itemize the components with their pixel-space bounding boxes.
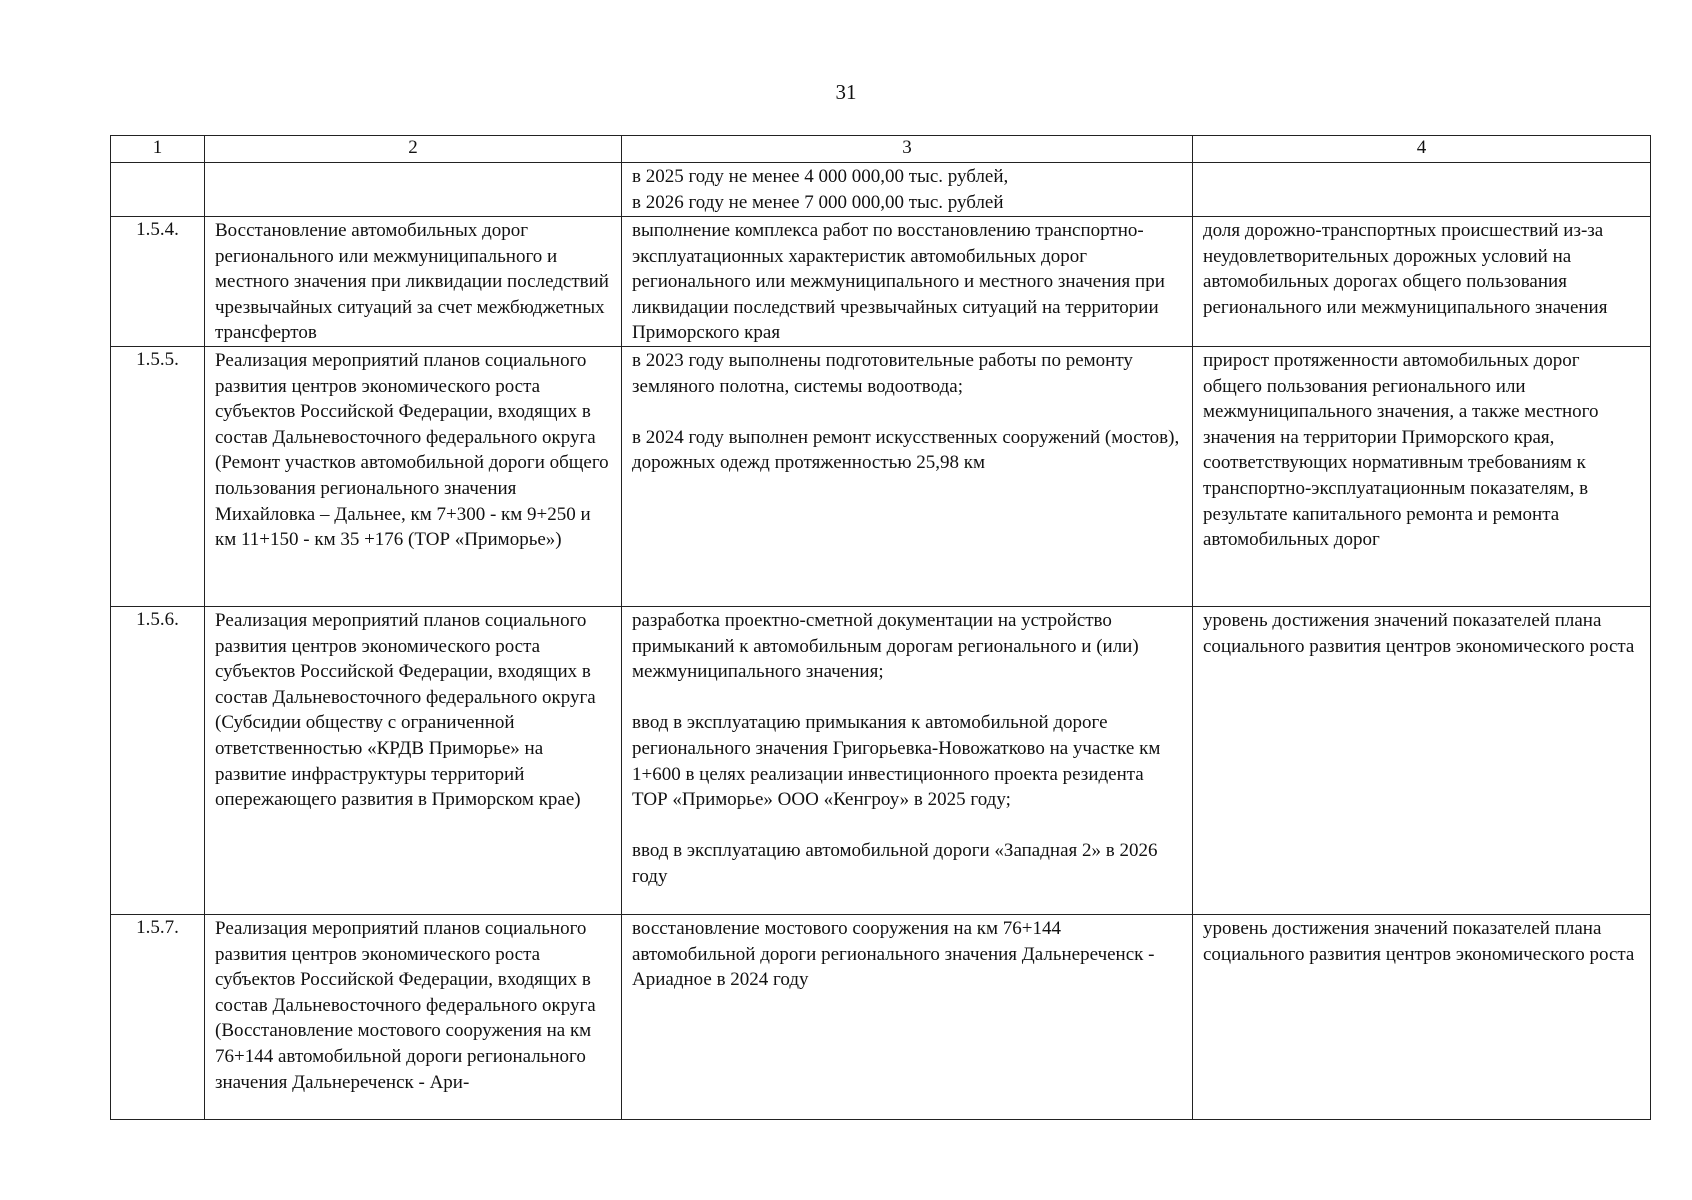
row-number: 1.5.7. [111, 915, 205, 1120]
row-activities [622, 607, 1193, 915]
row-name: Реализация мероприятий планов социального развития центров экономического роста субъектов Российской Федерации, входящих в состав Дальневосточного федерального округа (Субсидии обществу с ограниченной ответственностью «КРДВ Приморье» на развитие инфраструктуры территорий опережающего развития в Приморском крае) [205, 607, 622, 915]
row-number [111, 163, 205, 217]
row-activities [622, 347, 1193, 607]
row-name: Реализация мероприятий планов социального развития центров экономического роста субъектов Российской Федерации, входящих в состав Дальневосточного федерального округа (Ремонт участков автомобильной дороги общего пользования регионального значения Михайловка – Дальнее, км 7+300 - км 9+250 и км 11+150 - км 35 +176 (ТОР «Приморье») [205, 347, 622, 607]
activity-text: в 2025 году не менее 4 000 000,00 тыс. рублей, [632, 166, 1009, 187]
row-activities [622, 915, 1193, 1120]
table-row [111, 915, 1651, 1120]
table-header-row [111, 136, 1651, 163]
table-row [111, 347, 1651, 607]
activity-text: ввод в эксплуатацию примыкания к автомобильной дороге регионального значения Григорьевка-Новожатково на участке км 1+600 в целях реализации инвестиционного проекта резидента ТОР «Приморье» ООО «Кенгроу» в 2025 году; [632, 712, 1161, 811]
row-indicator: уровень достижения значений показателей плана социального развития центров экономического роста [1193, 915, 1651, 1120]
activity-text: ввод в эксплуатацию автомобильной дороги «Западная 2» в 2026 году [632, 840, 1158, 887]
row-activities [622, 163, 1193, 217]
activity-text: в 2023 году выполнены подготовительные работы по ремонту земляного полотна, системы водоотвода; [632, 350, 1133, 397]
table-row [111, 163, 1651, 217]
row-activities [622, 217, 1193, 347]
row-name: Восстановление автомобильных дорог регионального или межмуниципального и местного значения при ликвидации последствий чрезвычайных ситуаций за счет межбюджетных трансфертов [205, 217, 622, 347]
activity-text: восстановление мостового сооружения на км 76+144 автомобильной дороги регионального значения Дальнереченск - Ариадное в 2024 году [632, 918, 1155, 991]
table-row [111, 217, 1651, 347]
document-table [110, 135, 1651, 1120]
row-number: 1.5.4. [111, 217, 205, 347]
row-indicator: доля дорожно-транспортных происшествий из-за неудовлетворительных дорожных условий на автомобильных дорогах общего пользования регионального или межмуниципального значения [1193, 217, 1651, 347]
column-header: 1 [111, 136, 205, 163]
page-number: 31 [835, 80, 857, 104]
column-header: 2 [205, 136, 622, 163]
row-number: 1.5.5. [111, 347, 205, 607]
activity-text: в 2024 году выполнен ремонт искусственных сооружений (мостов), дорожных одежд протяженностью 25,98 км [632, 426, 1180, 474]
activity-text: в 2026 году не менее 7 000 000,00 тыс. рублей [632, 191, 1004, 213]
row-indicator: уровень достижения значений показателей плана социального развития центров экономического роста [1193, 607, 1651, 915]
activity-text: выполнение комплекса работ по восстановлению транспортно-эксплуатационных характеристик автомобильных дорог регионального или межмуниципального и местного значения при ликвидации последствий чрезвычайных ситуаций на территории Приморского края [632, 220, 1165, 344]
column-header: 3 [622, 136, 1193, 163]
table-row [111, 607, 1651, 915]
column-header: 4 [1193, 136, 1651, 163]
row-indicator: прирост протяженности автомобильных дорог общего пользования регионального или межмуниципального значения, а также местного значения на территории Приморского края, соответствующих нормативным требованиям к транспортно-эксплуатационным показателям, в результате капитального ремонта и ремонта автомобильных дорог [1193, 347, 1651, 607]
row-number: 1.5.6. [111, 607, 205, 915]
activity-text: разработка проектно-сметной документации на устройство примыканий к автомобильным дорогам регионального и (или) межмуниципального значения; [632, 610, 1139, 683]
row-name [205, 163, 622, 217]
row-indicator [1193, 163, 1651, 217]
row-name: Реализация мероприятий планов социального развития центров экономического роста субъектов Российской Федерации, входящих в состав Дальневосточного федерального округа (Восстановление мостового сооружения на км 76+144 автомобильной дороги регионального значения Дальнереченск - Ари- [205, 915, 622, 1120]
